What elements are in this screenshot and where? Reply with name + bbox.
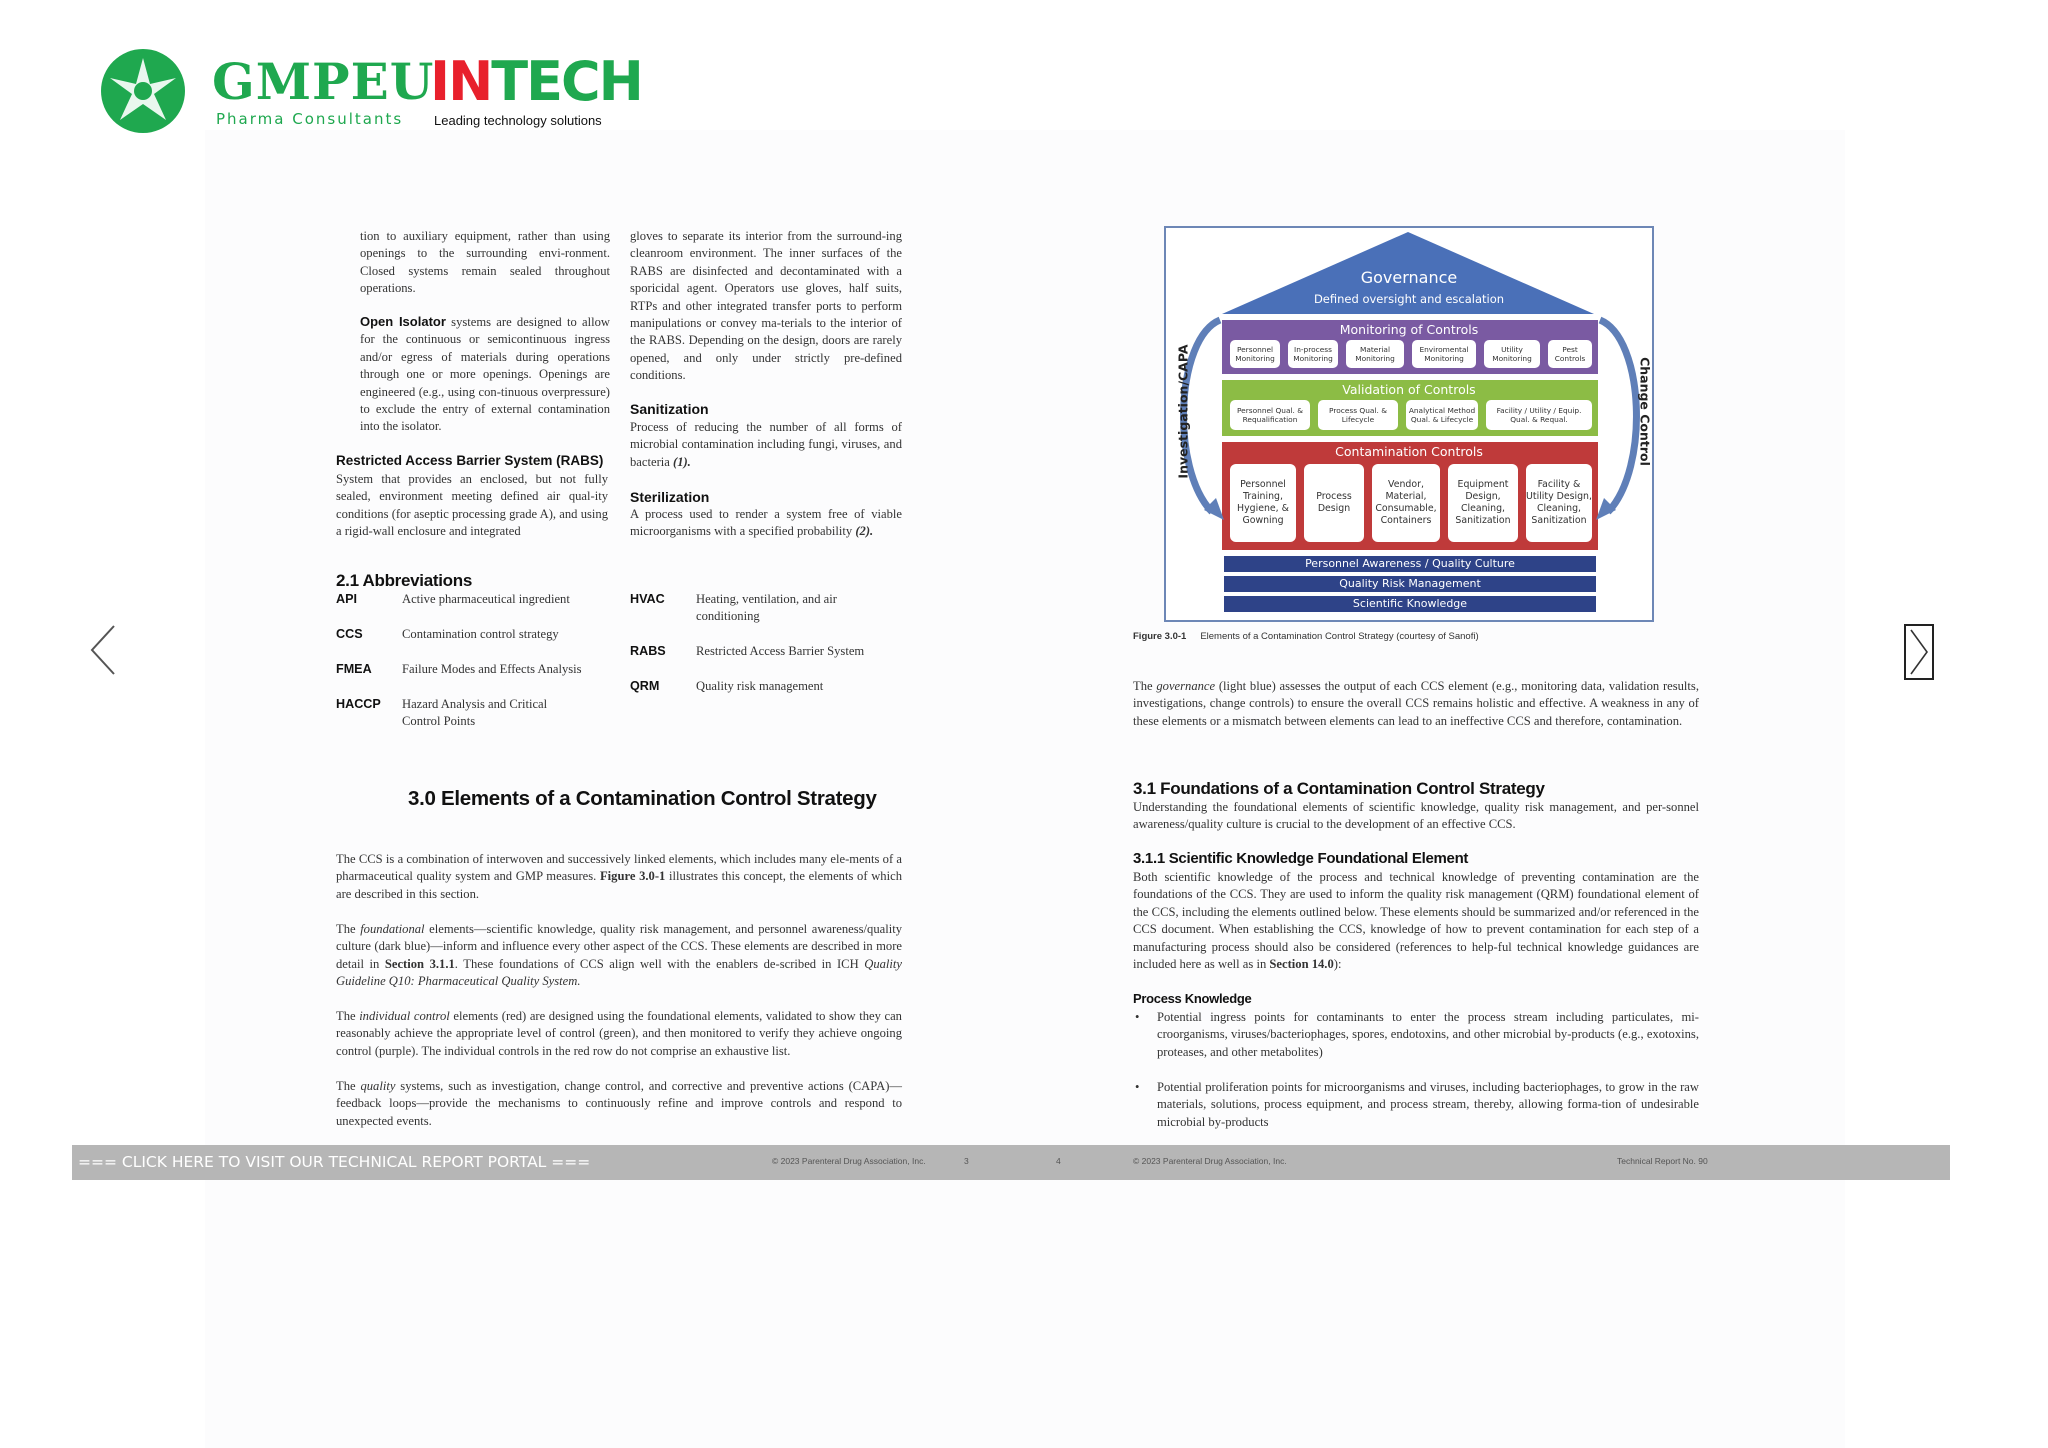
sterilization-text: A process used to render a system free of viable microorganisms with a specified probability bbox=[630, 507, 902, 539]
col2-rabs-continued: gloves to separate its interior from the surround-ing cleanroom environment. The inner surfaces of the RABS are disinfected and decontaminated with a sporicidal agent. Operators use gloves, half suits, RTPs and other integrated transfer ports to perform manipulations or convey ma-terials to the interior of the RABS. Depending on the design, doors are rarely opened, and only under strictly pre-defined conditions. bbox=[630, 229, 902, 383]
ccs-house-diagram bbox=[1164, 226, 1654, 622]
contamination-item: Facility & Utility Design, Cleaning, Sanitization bbox=[1526, 464, 1592, 542]
gov-emph: governance bbox=[1156, 679, 1216, 693]
p2-emph: foundational bbox=[360, 922, 425, 936]
monitoring-title: Monitoring of Controls bbox=[1339, 322, 1479, 337]
bullet-item: • Potential ingress points for contaminants to enter the process stream including particulates, mi-croorganisms, viruses/bacteriophages, spores, endotoxins, and other microbial by-products (e.g., exotoxins, proteases, and other metabolites) bbox=[1133, 1009, 1699, 1061]
governance-title: Governance bbox=[1360, 268, 1458, 287]
open-isolator-text: systems are designed to allow for the continuous or semicontinuous ingress and/or egress of materials during operations through one or more openings. Openings are engineered (e.g., using con-tinuous overpressure) to exclude the entry of external contamination into the isolator. bbox=[360, 315, 610, 434]
foundational-paragraph bbox=[336, 921, 902, 991]
contamination-item: Personnel Training, Hygiene, & Gowning bbox=[1230, 464, 1296, 542]
sterilization-ref: (2). bbox=[855, 524, 874, 539]
validation-title: Validation of Controls bbox=[1342, 382, 1476, 397]
intech-prefix: IN bbox=[430, 50, 492, 113]
gov-text-end: (light blue) assesses the output of each CCS element (e.g., monitoring data, validation results, investigations, change controls) to ensure the overall CCS remains holistic and effective. A weakness in any of these elements or a mismatch between elements can lead to an ineffective CCS and therefore, contamination. bbox=[1133, 679, 1699, 728]
abbr-key: CCS bbox=[336, 627, 363, 641]
abbr-row bbox=[630, 643, 916, 660]
contamination-item: Process Design bbox=[1304, 464, 1364, 542]
p2-text-end: . These foundations of CCS align well with the enablers de-scribed in ICH bbox=[454, 956, 865, 971]
section-3-heading: 3.0 Elements of a Contamination Control Strategy bbox=[408, 787, 877, 810]
monitoring-item: Material Monitoring bbox=[1346, 340, 1404, 368]
abbr-row bbox=[336, 661, 612, 678]
investigation-capa-label: Investigation/CAPA bbox=[1175, 344, 1191, 479]
right-copyright: © 2023 Parenteral Drug Association, Inc. bbox=[1133, 1156, 1287, 1166]
monitoring-item: In-process Monitoring bbox=[1288, 340, 1338, 368]
abbr-key: HVAC bbox=[630, 592, 665, 606]
gmp-tagline: Pharma Consultants bbox=[216, 110, 404, 128]
contamination-title: Contamination Controls bbox=[1335, 444, 1483, 459]
process-knowledge-heading: Process Knowledge bbox=[1133, 991, 1252, 1006]
abbr-value: Restricted Access Barrier System bbox=[696, 644, 865, 658]
contamination-item: Vendor, Material, Consumable, Containers bbox=[1372, 464, 1440, 542]
p4-emph: quality bbox=[360, 1079, 396, 1093]
section-31-text: Understanding the foundational elements of scientific knowledge, quality risk management, and per-sonnel awareness/quality culture is crucial to the development of an effective CCS. bbox=[1133, 800, 1699, 832]
intech-tagline: Leading technology solutions bbox=[434, 113, 602, 128]
rabs-heading: Restricted Access Barrier System (RABS) bbox=[336, 453, 604, 468]
abbr-value: Active pharmaceutical ingredient bbox=[402, 592, 570, 606]
sterilization-heading: Sterilization bbox=[630, 489, 710, 505]
sanitization-ref: (1). bbox=[673, 454, 691, 469]
abbr-value: Heating, ventilation, and air conditioning bbox=[696, 592, 837, 624]
sanitization-text: Process of reducing the number of all forms of microbial contamination including fungi, viruses, and bacteria bbox=[630, 420, 902, 469]
quality-systems-paragraph bbox=[336, 1078, 902, 1130]
gmp-brand-name: GMPEU bbox=[212, 52, 435, 111]
abbr-value: Hazard Analysis and Critical Control Points bbox=[402, 697, 548, 729]
abbr-value: Failure Modes and Effects Analysis bbox=[402, 662, 582, 676]
report-number: Technical Report No. 90 bbox=[1617, 1156, 1708, 1166]
figure-ref: Figure 3.0-1 bbox=[599, 869, 666, 884]
bullet-item: • Potential proliferation points for microorganisms and viruses, including bacteriophages, to grow in the raw materials, solutions, process equipment, and process stream, thereby, allowing forma-tion of undesirable microbial by-products bbox=[1133, 1079, 1699, 1131]
p3-text: The bbox=[336, 1009, 360, 1023]
right-page-number: 4 bbox=[1056, 1156, 1061, 1166]
p1-text: The CCS is a combination of interwoven and successively linked elements, which includes many ele-ments of a pharmaceutical quality system and GMP measures. bbox=[336, 852, 902, 884]
individual-control-paragraph bbox=[336, 1008, 902, 1060]
ccs-intro-paragraph bbox=[336, 851, 902, 903]
contamination-item: Equipment Design, Cleaning, Sanitization bbox=[1448, 464, 1518, 542]
abbreviations-heading: 2.1 Abbreviations bbox=[336, 571, 472, 590]
p3-emph: individual control bbox=[359, 1009, 450, 1023]
intech-brand-name bbox=[430, 50, 642, 113]
portal-banner[interactable] bbox=[72, 1145, 1950, 1180]
open-isolator-definition bbox=[360, 313, 610, 436]
governance-paragraph bbox=[1133, 678, 1699, 730]
section-311-heading: 3.1.1 Scientific Knowledge Foundational Element bbox=[1133, 850, 1469, 867]
p3-text-end: elements (red) are designed using the foundational elements, validated to show they can reasonably achieve the appropriate level of control (green), and then monitored to verify they achieve ongoing control (purple). The individual controls in the red row do not comprise an exhaustive list. bbox=[336, 1009, 902, 1058]
p2-text: The bbox=[336, 922, 361, 936]
sanitization-definition bbox=[630, 419, 902, 471]
figure-caption bbox=[1133, 631, 1479, 643]
left-copyright: © 2023 Parenteral Drug Association, Inc. bbox=[772, 1156, 926, 1166]
abbr-row bbox=[630, 678, 906, 695]
header-logos bbox=[100, 48, 640, 138]
section-ref: Section 3.1.1 bbox=[384, 956, 455, 971]
monitoring-item: Utility Monitoring bbox=[1484, 340, 1540, 368]
col1-intro: tion to auxiliary equipment, rather than using openings to the surrounding envi-ronment. Closed systems remain sealed throughout operations. bbox=[360, 229, 610, 296]
sterilization-definition bbox=[630, 506, 902, 541]
governance-subtitle: Defined oversight and escalation bbox=[1313, 292, 1505, 306]
abbr-key: HACCP bbox=[336, 697, 381, 711]
caption-text: Elements of a Contamination Control Strategy (courtesy of Sanofi) bbox=[1200, 631, 1479, 642]
gmp-logo-icon bbox=[100, 48, 186, 134]
right-loop-arrow bbox=[1600, 320, 1636, 512]
previous-page-arrow-icon[interactable] bbox=[88, 624, 122, 676]
sanitization-heading: Sanitization bbox=[630, 401, 709, 417]
foundation-bar: Quality Risk Management bbox=[1224, 576, 1596, 592]
validation-item: Analytical Method Qual. & Lifecycle bbox=[1406, 400, 1478, 430]
section-31-heading: 3.1 Foundations of a Contamination Control Strategy bbox=[1133, 779, 1545, 798]
validation-item: Process Qual. & Lifecycle bbox=[1318, 400, 1398, 430]
abbr-row bbox=[336, 591, 612, 608]
abbr-row bbox=[336, 696, 572, 731]
rabs-definition: System that provides an enclosed, but not fully sealed, environment meeting defined air qual-ity conditions (for aseptic processing grade A), and using a rigid-wall enclosure and integrated bbox=[336, 472, 608, 539]
monitoring-item: Enviromental Monitoring bbox=[1412, 340, 1476, 368]
monitoring-item: Pest Controls bbox=[1548, 340, 1592, 368]
s311-text-end: ): bbox=[1333, 957, 1342, 972]
q10-ref: Quality Guideline Q10: Pharmaceutical Quality System. bbox=[336, 956, 902, 989]
left-page-number: 3 bbox=[964, 1156, 969, 1166]
p4-text: The bbox=[336, 1079, 361, 1093]
p1-text-end: illustrates this concept, the elements of which are described in this section. bbox=[336, 869, 902, 901]
abbr-key: API bbox=[336, 592, 357, 606]
abbr-value: Quality risk management bbox=[696, 679, 824, 693]
next-page-arrow-icon[interactable] bbox=[1904, 624, 1934, 680]
section-311-text bbox=[1133, 869, 1699, 973]
open-isolator-term: Open Isolator bbox=[360, 314, 446, 329]
section-14-ref: Section 14.0 bbox=[1269, 957, 1334, 972]
caption-label: Figure 3.0-1 bbox=[1133, 631, 1187, 642]
abbr-key: FMEA bbox=[336, 662, 372, 676]
validation-item: Facility / Utility / Equip. Qual. & Requal. bbox=[1486, 400, 1592, 430]
intech-suffix: TECH bbox=[491, 50, 642, 113]
abbr-row bbox=[630, 591, 866, 626]
abbr-key: RABS bbox=[630, 644, 666, 658]
p2-text-mid: elements—scientific knowledge, quality risk management, and personnel awareness/quality culture (dark blue)—inform and influence every other aspect of the CCS. These elements are described in more detail in bbox=[336, 922, 903, 971]
s311-text: Both scientific knowledge of the process and technical knowledge of preventing contamination are the foundations of the CCS. They are used to inform the quality risk management (QRM) foundational element of the CCS, including the elements outlined below. These elements should be summarized and/or referenced in the CCS document. When establishing the CCS, knowledge of how to prevent contamination for each step of a manufacturing process should also be considered (references to help-ful technical knowledge guidances are included here as well as in bbox=[1133, 870, 1699, 972]
abbr-value: Contamination control strategy bbox=[402, 627, 559, 641]
gov-text: The bbox=[1133, 679, 1157, 693]
foundation-bar: Personnel Awareness / Quality Culture bbox=[1224, 556, 1596, 572]
foundation-bar: Scientific Knowledge bbox=[1224, 596, 1596, 612]
technical-report-portal-link[interactable]: === CLICK HERE TO VISIT OUR TECHNICAL REPORT PORTAL === bbox=[78, 1153, 591, 1171]
monitoring-item: Personnel Monitoring bbox=[1230, 340, 1280, 368]
abbr-key: QRM bbox=[630, 679, 660, 693]
abbr-row bbox=[336, 626, 612, 643]
p4-text-end: systems, such as investigation, change control, and corrective and preventive actions (CAPA)—feedback loops—provide the mechanisms to continuously refine and improve controls and respond to unexpected events. bbox=[336, 1079, 902, 1128]
validation-item: Personnel Qual. & Requalification bbox=[1230, 400, 1310, 430]
change-control-label: Change Control bbox=[1637, 357, 1653, 466]
